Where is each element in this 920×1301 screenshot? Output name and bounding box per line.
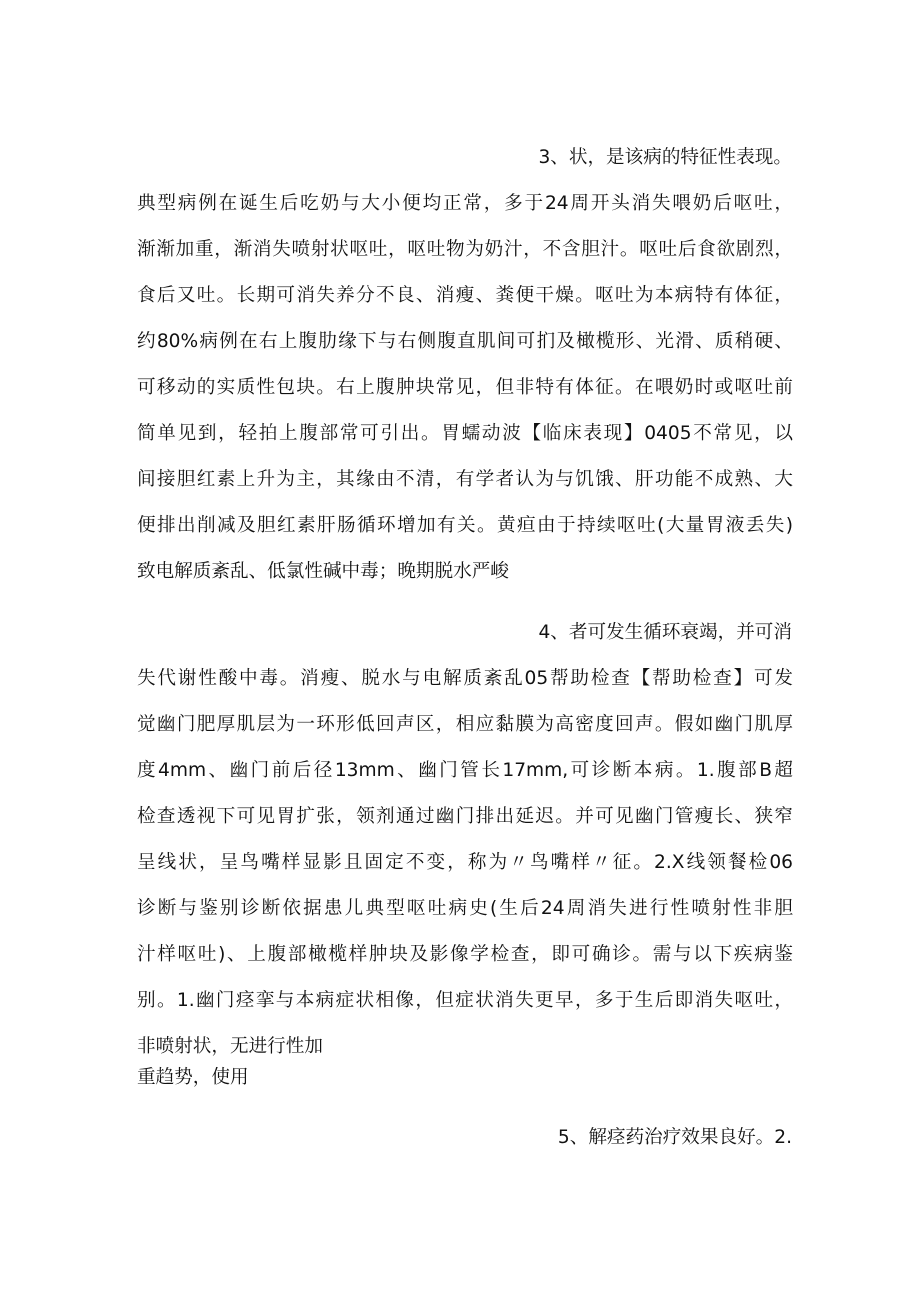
text-line: 重趋势，使用 bbox=[137, 1067, 249, 1088]
text-line: 非喷射状，无进行性加 bbox=[137, 1036, 323, 1057]
text-line: 简单见到，轻拍上腹部常可引出。胃蠕动波【临床表现】0405不常见，以 bbox=[137, 423, 793, 444]
text-line: 汁样呕吐)、上腹部橄榄样肿块及影像学检查，即可确诊。需与以下疾病鉴 bbox=[137, 944, 793, 965]
text-line: 间接胆红素上升为主，其缘由不清，有学者认为与饥饿、肝功能不成熟、大 bbox=[137, 469, 793, 490]
paragraph-3-heading: 3、状，是该病的特征性表现。 bbox=[538, 147, 792, 168]
text-line: 呈线状，呈鸟嘴样显影且固定不变，称为〃鸟嘴样〃征。2.X线领餐检06 bbox=[137, 852, 793, 873]
text-line: 觉幽门肥厚肌层为一环形低回声区，相应黏膜为高密度回声。假如幽门肌厚 bbox=[137, 714, 793, 735]
text-line: 失代谢性酸中毒。消瘦、脱水与电解质紊乱05帮助检查【帮助检查】可发 bbox=[137, 668, 793, 689]
text-line: 典型病例在诞生后吃奶与大小便均正常，多于24周开头消失喂奶后呕吐， bbox=[137, 193, 793, 214]
text-line: 致电解质紊乱、低氯性碱中毒；晚期脱水严峻 bbox=[137, 561, 509, 582]
text-line: 检查透视下可见胃扩张，领剂通过幽门排出延迟。并可见幽门管瘦长、狭窄 bbox=[137, 806, 793, 827]
text-line: 便排出削减及胆红素肝肠循环增加有关。黄疸由于持续呕吐(大量胃液丢失) bbox=[137, 515, 793, 536]
paragraph-4-heading: 4、者可发生循环衰竭，并可消 bbox=[538, 622, 792, 643]
paragraph-5-heading: 5、解痉药治疗效果良好。2. bbox=[557, 1127, 792, 1148]
text-line: 可移动的实质性包块。右上腹肿块常见，但非特有体征。在喂奶时或呕吐前 bbox=[137, 377, 793, 398]
text-line: 度4mm、幽门前后径13mm、幽门管长17mm,可诊断本病。1.腹部B超 bbox=[137, 760, 793, 781]
text-line: 别。1.幽门痉挛与本病症状相像，但症状消失更早，多于生后即消失呕吐， bbox=[137, 990, 793, 1011]
text-line: 诊断与鉴别诊断依据患儿典型呕吐病史(生后24周消失进行性喷射性非胆 bbox=[137, 898, 793, 919]
text-line: 渐渐加重，渐消失喷射状呕吐，呕吐物为奶汁，不含胆汁。呕吐后食欲剧烈， bbox=[137, 239, 793, 260]
text-line: 食后又吐。长期可消失养分不良、消瘦、粪便干燥。呕吐为本病特有体征， bbox=[137, 285, 793, 306]
text-line: 约80%病例在右上腹肋缘下与右侧腹直肌间可扪及橄榄形、光滑、质稍硬、 bbox=[137, 331, 793, 352]
